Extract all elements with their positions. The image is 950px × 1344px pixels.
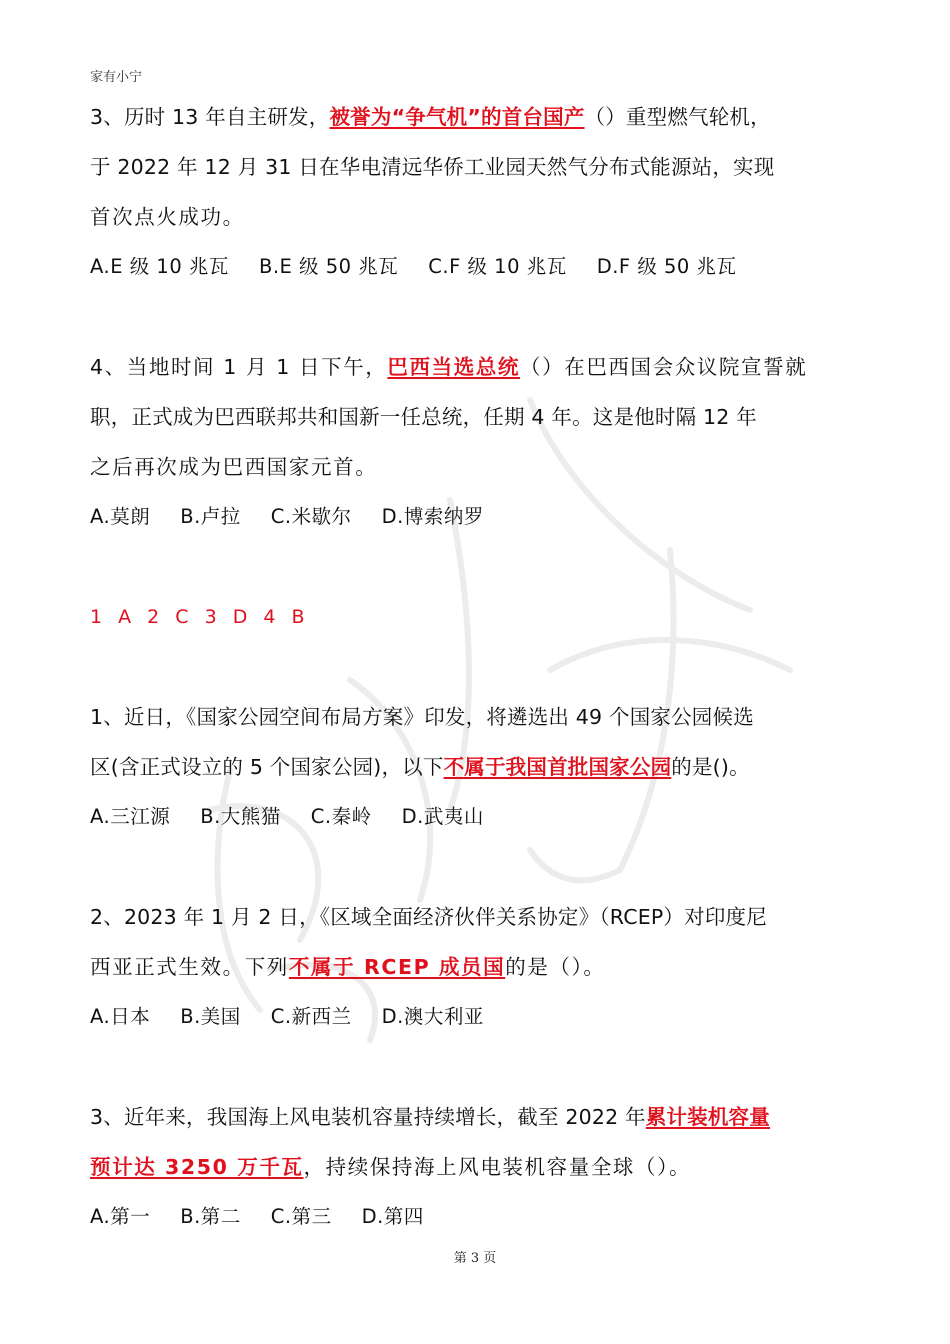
option-d: D.第四	[361, 1205, 424, 1228]
q4a-options	[90, 492, 860, 542]
q3a-line-1: 3、历时 13 年自主研发，被誉为“争气机”的首台国产（）重型燃气轮机，	[90, 105, 771, 129]
option-a: A.日本	[90, 1005, 151, 1028]
option-b: B.第二	[180, 1205, 241, 1228]
option-a: A.第一	[90, 1205, 151, 1228]
page-number: 第 3 页	[453, 1251, 497, 1266]
page-header: 家有小宁	[90, 70, 143, 85]
q3b-options	[90, 1192, 860, 1242]
option-c: C.米歇尔	[270, 505, 352, 528]
q3a-line-3: 首次点火成功。	[90, 205, 245, 229]
q2b-highlight: 不属于 RCEP 成员国	[288, 955, 506, 979]
document-body	[90, 92, 860, 1242]
q4a-highlight: 巴西当选总统	[387, 355, 521, 379]
option-c: C.新西兰	[270, 1005, 352, 1028]
option-d: D.F 级 50 兆瓦	[596, 255, 737, 278]
option-a: A.莫朗	[90, 505, 151, 528]
option-a: A.三江源	[90, 805, 171, 828]
q1b-options	[90, 792, 860, 842]
q3a-options	[90, 242, 860, 292]
option-b: B.E 级 50 兆瓦	[258, 255, 399, 278]
option-a: A.E 级 10 兆瓦	[90, 255, 229, 278]
option-c: C.F 级 10 兆瓦	[428, 255, 567, 278]
q2b-line-1: 2、2023 年 1 月 2 日，《区域全面经济伙伴关系协定》（RCEP）对印度尼	[90, 905, 767, 929]
q4a-line-1: 4、当地时间 1 月 1 日下午，巴西当选总统（）在巴西国会众议院宣誓就	[90, 355, 808, 379]
option-b: B.卢拉	[180, 505, 241, 528]
q1b-line-2: 区(含正式设立的 5 个国家公园)，以下不属于我国首批国家公园的是()。	[90, 755, 750, 779]
option-c: C.秦岭	[310, 805, 372, 828]
q2b-options	[90, 992, 860, 1042]
option-b: B.美国	[180, 1005, 241, 1028]
option-d: D.博索纳罗	[381, 505, 484, 528]
option-b: B.大熊猫	[200, 805, 281, 828]
option-d: D.澳大利亚	[381, 1005, 484, 1028]
q3b-line-1: 3、近年来，我国海上风电装机容量持续增长，截至 2022 年累计装机容量	[90, 1105, 770, 1129]
q4a-line-3: 之后再次成为巴西国家元首。	[90, 455, 378, 479]
option-c: C.第三	[270, 1205, 332, 1228]
q4a-line-2: 职，正式成为巴西联邦共和国新一任总统，任期 4 年。这是他时隔 12 年	[90, 405, 757, 429]
q2b-line-2: 西亚正式生效。下列不属于 RCEP 成员国的是（）。	[90, 955, 606, 979]
q1b-highlight: 不属于我国首批国家公园	[443, 755, 672, 779]
q3b-line-2: 预计达 3250 万千瓦，持续保持海上风电装机容量全球（）。	[90, 1155, 692, 1179]
answer-key: 1 A 2 C 3 D 4 B	[90, 606, 310, 628]
q1b-line-1: 1、近日，《国家公园空间布局方案》印发，将遴选出 49 个国家公园候选	[90, 705, 754, 729]
option-d: D.武夷山	[401, 805, 484, 828]
q3a-line-2: 于 2022 年 12 月 31 日在华电清远华侨工业园天然气分布式能源站，实现	[90, 155, 775, 179]
q3a-highlight: 被誉为“争气机”的首台国产	[329, 105, 585, 129]
q3b-highlight-1: 累计装机容量	[645, 1105, 770, 1129]
q3b-highlight-2: 预计达 3250 万千瓦	[90, 1155, 304, 1179]
